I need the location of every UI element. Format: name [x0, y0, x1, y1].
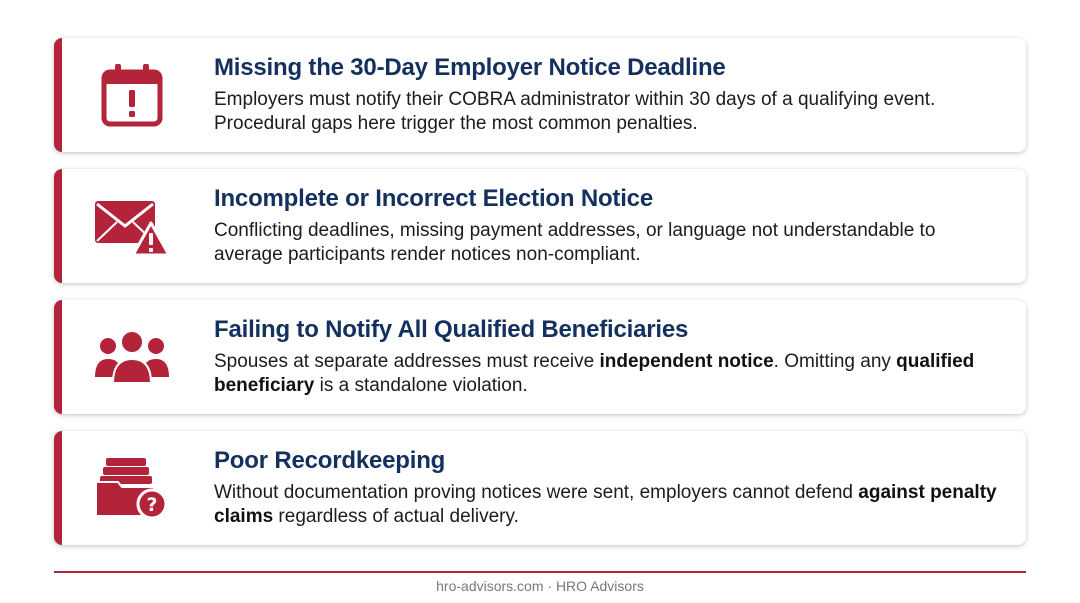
- footer-text: hro-advisors.com · HRO Advisors: [436, 578, 644, 594]
- card-accent-bar: [54, 431, 62, 545]
- svg-text:?: ?: [146, 494, 158, 516]
- envelope-warning-icon: [92, 193, 172, 259]
- footer-divider: [54, 571, 1026, 573]
- emphasis-text: against penalty claims: [214, 482, 997, 527]
- emphasis-text: qualified beneficiary: [214, 351, 975, 396]
- card-accent-bar: [54, 38, 62, 152]
- card-accent-bar: [54, 169, 62, 283]
- item-title: Missing the 30-Day Employer Notice Deadline: [214, 54, 726, 81]
- emphasis-text: independent notice: [599, 351, 774, 372]
- item-description: Spouses at separate addresses must receive independent notice. Omitting any qualified beneficiary is a standalone violation.: [214, 351, 975, 396]
- item-card-beneficiaries: [54, 300, 1026, 414]
- item-card-election-notice: [54, 169, 1026, 283]
- item-title: Incomplete or Incorrect Election Notice: [214, 185, 653, 212]
- item-card-deadline: [54, 38, 1026, 152]
- item-description: Employers must notify their COBRA administrator within 30 days of a qualifying event. Procedural gaps here trigger the most common penalties.: [214, 89, 936, 134]
- card-accent-bar: [54, 300, 62, 414]
- folder-question-icon: [92, 455, 172, 521]
- item-card-recordkeeping: [54, 431, 1026, 545]
- item-description: Without documentation proving notices were sent, employers cannot defend against penalty claims regardless of actual delivery.: [214, 482, 997, 527]
- item-title: Failing to Notify All Qualified Beneficiaries: [214, 316, 689, 343]
- item-description: Conflicting deadlines, missing payment addresses, or language not understandable to average participants render notices non-compliant.: [214, 220, 936, 265]
- group-people-icon: [92, 324, 172, 390]
- item-title: Poor Recordkeeping: [214, 447, 446, 474]
- calendar-alert-icon: [92, 62, 172, 128]
